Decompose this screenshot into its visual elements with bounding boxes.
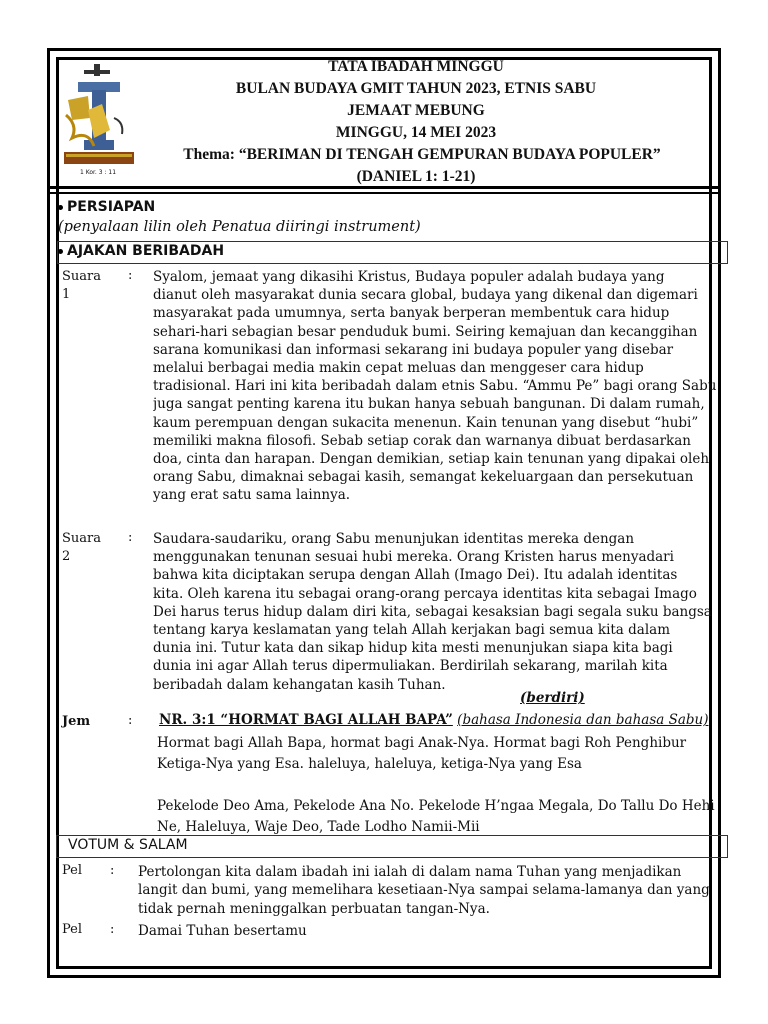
header-reference: (DANIEL 1: 1-21) bbox=[356, 168, 476, 185]
song-lyrics: Hormat bagi Allah Bapa, hormat bagi Anak-Nya. Hormat bagi Roh Penghibur Ketiga-Nya yang Esa. haleluya, haleluya, ketiga-Nya yang Esa Pekelode Deo Ama, Pekelode Ana No. Pekelode H’ngaa Megala, Do Tallu Do Hehi Ne, Haleluya, Waje Deo, Tade Lodho Namii-Mii bbox=[157, 735, 715, 835]
speaker-suara-2: Suara 2 bbox=[62, 531, 101, 564]
header-title-line3: JEMAAT MEBUNG bbox=[347, 102, 485, 119]
header-theme: Thema: “BERIMAN DI TENGAH GEMPURAN BUDAYA POPULER” bbox=[183, 146, 661, 163]
document-header bbox=[56, 57, 712, 190]
speaker-suara-1: Suara 1 bbox=[62, 269, 101, 302]
song-heading bbox=[159, 712, 708, 728]
section-persiapan bbox=[58, 199, 155, 215]
logo-caption: 1 Kor. 3 : 11 bbox=[79, 169, 117, 176]
suara-1-text: Syalom, jemaat yang dikasihi Kristus, Budaya populer adalah budaya yang dianut oleh masyarakat dunia secara global, budaya yang dikenal dan digemari masyarakat pada umumnya, serta banyak berperan membentuk cara hidup sehari-hari sebagian besar penduduk bumi. Seiring kemajuan dan kecanggihan sarana komunikasi dan informasi sekarang ini budaya populer yang disebar melalui berbagai media makin cepat meluas dan menggeser cara hidup tradisional. Hari ini kita beribadah dalam etnis Sabu. “Ammu Pe” bagi orang Sabu juga sangat penting karena itu bukan hanya sebuah bangunan. Di dalam rumah, kaum perempuan dengan sukacita menenun. Kain tenunan yang disebut “hubi” memiliki makna filosofi. Sebab setiap corak dan warnanya dibuat berdasarkan doa, cinta dan harapan. Dengan demikian, setiap kain tenunan yang dipakai oleh orang Sabu, dimaknai sebagai kasih, semangat kekeluargaan dan persekutuan yang erat satu sama lainnya. bbox=[153, 269, 717, 504]
speaker-pel: Pel bbox=[62, 922, 83, 937]
header-divider-thin bbox=[47, 192, 721, 194]
header-title-line1: TATA IBADAH MINGGU bbox=[328, 58, 504, 75]
suara-2-text: Saudara-saudariku, orang Sabu menunjukan identitas mereka dengan menggunakan tenunan sesuai hubi mereka. Orang Kristen harus menyadari bahwa kita diciptakan serupa dengan Allah (Imago Dei). Itu adalah identitas kita. Oleh karena itu sebagai orang-orang percaya identitas kita sebagai Imago Dei harus terus hidup dalam diri kita, sebagai kesaksian bagi segala suku bangsa tentang karya keslamatan yang telah Allah kerjakan bagi semua kita dalam dunia ini. Tutur kata dan sikap hidup kita mesti menunjukan siapa kita bagi dunia ini agar Allah terus dipermuliakan. Berdirilah sekarang, marilah kita beribadah dalam kehangatan kasih Tuhan. bbox=[153, 531, 712, 693]
speaker-jemaat: Jem bbox=[62, 714, 91, 729]
section-ajakan bbox=[58, 243, 224, 259]
bullet-icon bbox=[58, 249, 63, 254]
persiapan-note: (penyalaan lilin oleh Penatua diiringi instrument) bbox=[58, 219, 421, 235]
header-divider bbox=[47, 186, 721, 189]
song-title: NR. 3:1 “HORMAT BAGI ALLAH BAPA” bbox=[159, 712, 453, 728]
song-note: (bahasa Indonesia dan bahasa Sabu) bbox=[457, 712, 709, 728]
pel-text-2: Damai Tuhan besertamu bbox=[138, 923, 307, 939]
section-persiapan-title: PERSIAPAN bbox=[67, 199, 156, 215]
header-title-line2: BULAN BUDAYA GMIT TAHUN 2023, ETNIS SABU bbox=[235, 80, 597, 97]
colon: : bbox=[110, 922, 115, 937]
colon: : bbox=[128, 530, 133, 545]
speaker-pel: Pel bbox=[62, 863, 83, 878]
pel-text-1: Pertolongan kita dalam ibadah ini ialah di dalam nama Tuhan yang menjadikan langit dan bumi, yang memelihara kesetiaan-Nya sampai selama-lamanya dan yang tidak pernah meninggalkan perbuatan tangan-Nya. bbox=[138, 864, 710, 917]
header-title-line4: MINGGU, 14 MEI 2023 bbox=[335, 124, 497, 141]
colon: : bbox=[128, 268, 133, 283]
colon: : bbox=[110, 863, 115, 878]
berdiri-instruction: (berdiri) bbox=[520, 690, 585, 706]
section-ajakan-title: AJAKAN BERIBADAH bbox=[67, 243, 225, 259]
bullet-icon bbox=[58, 205, 63, 210]
colon: : bbox=[128, 713, 133, 728]
section-votum-title: VOTUM & SALAM bbox=[68, 837, 188, 853]
